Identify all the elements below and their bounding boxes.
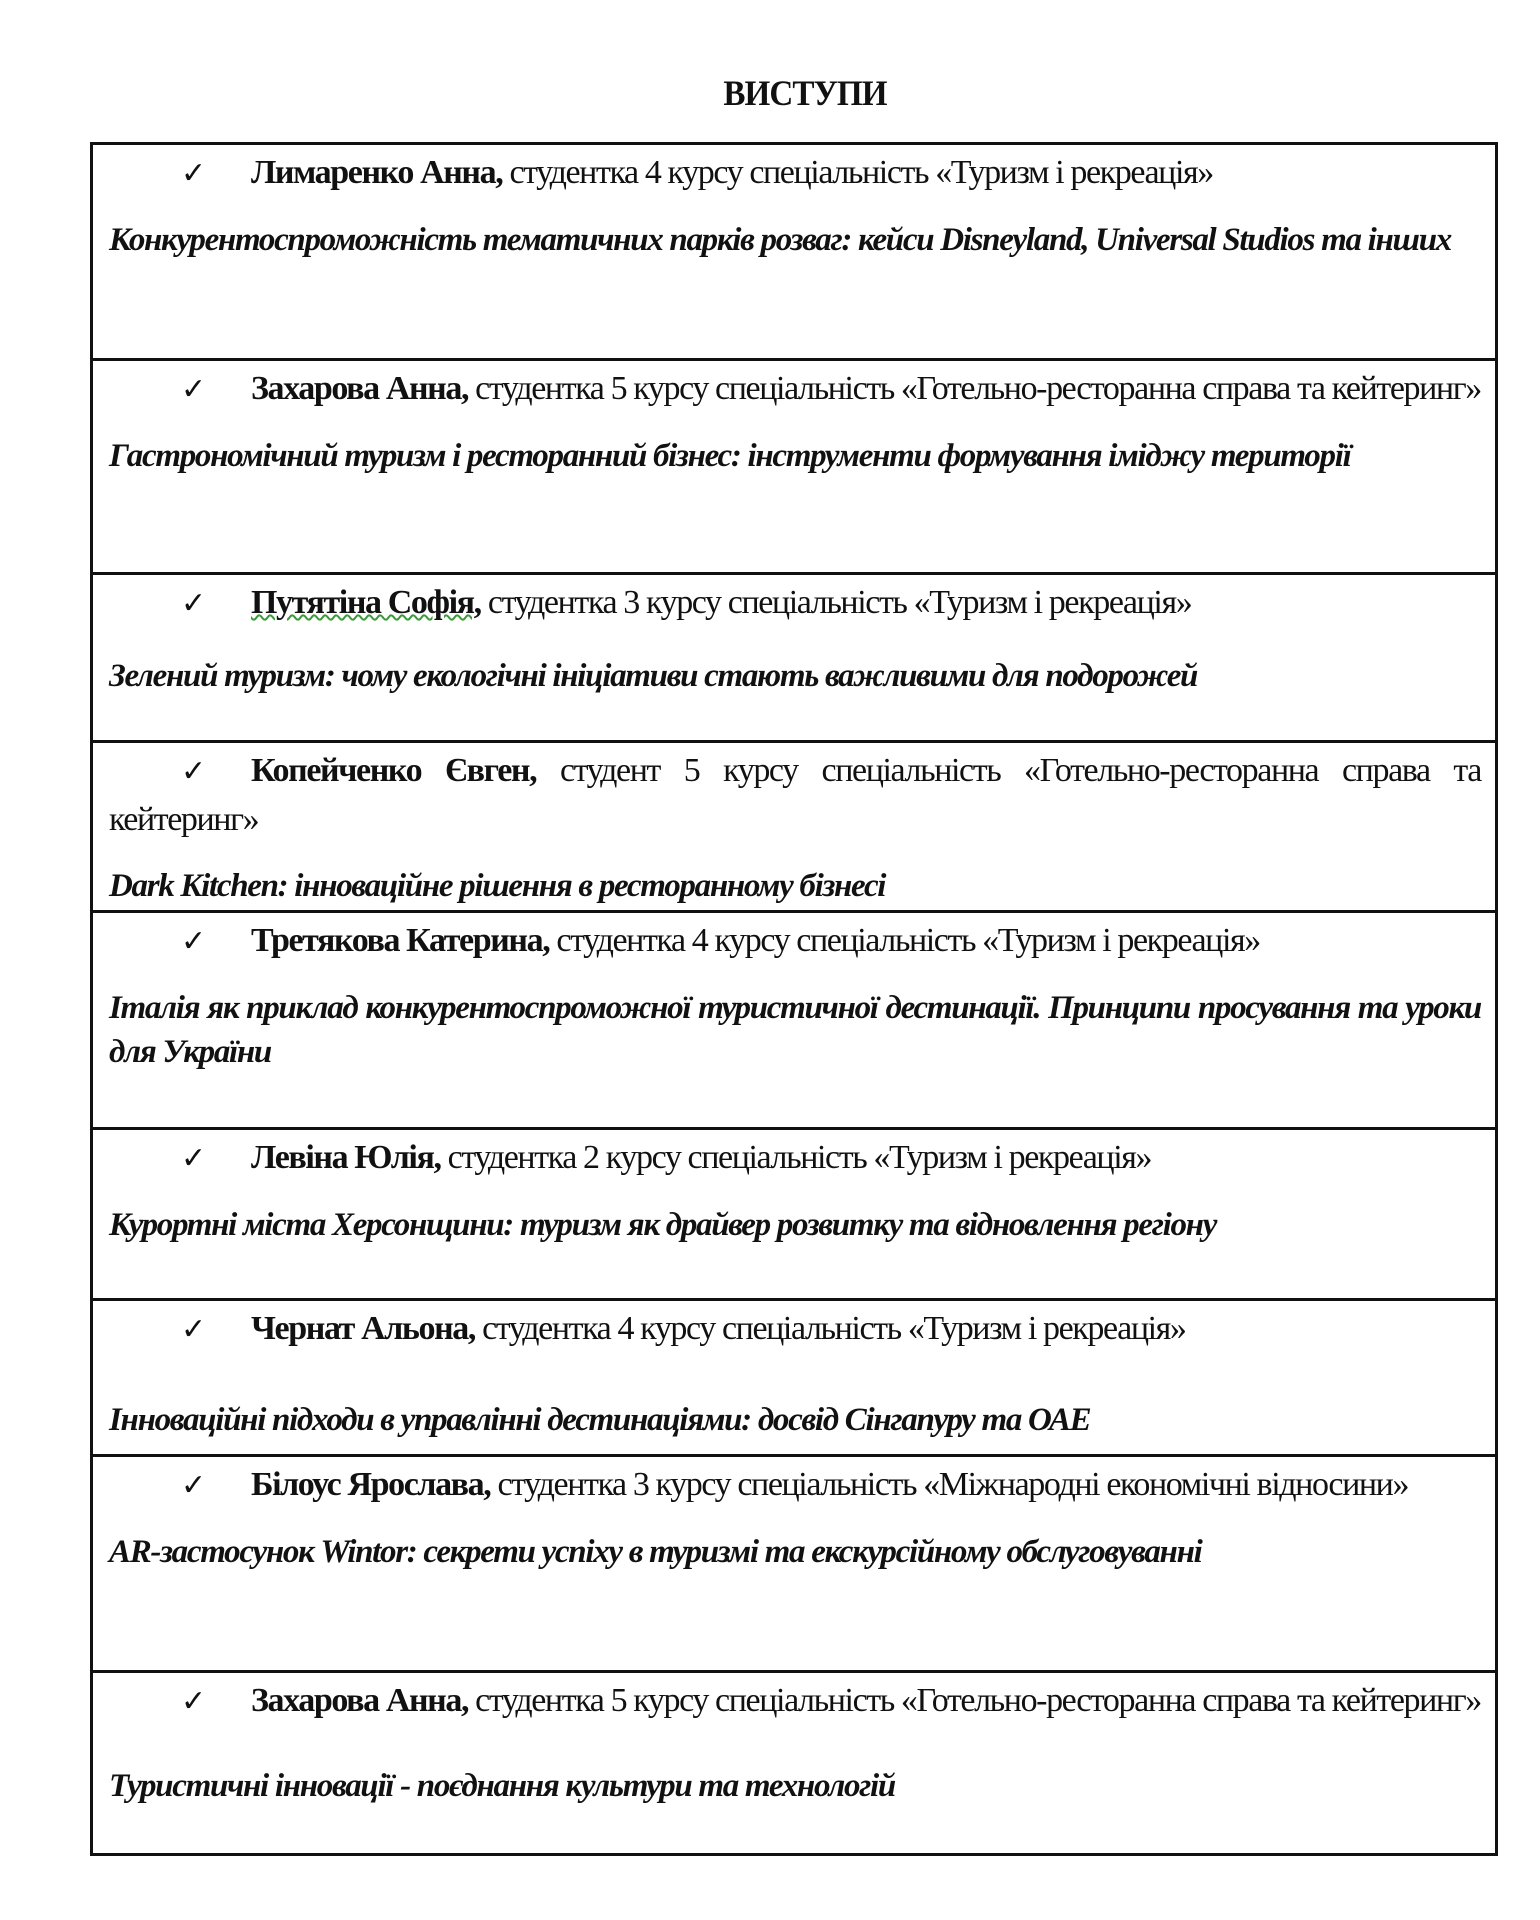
speaker-row (93, 361, 1495, 575)
speaker-details: студентка 4 курсу спеціальність «Туризм і рекреація» (556, 922, 1260, 959)
checkmark-icon: ✓ (181, 1685, 205, 1718)
speaker-name: Чернат Альона, (251, 1310, 475, 1347)
checkmark-icon: ✓ (181, 1469, 205, 1502)
speaker-row (93, 743, 1495, 913)
speaker-row (93, 913, 1495, 1130)
checkmark-icon: ✓ (181, 587, 205, 620)
speaker-name: Захарова Анна, (251, 1682, 469, 1719)
speaker-details: студентка 2 курсу спеціальність «Туризм і рекреація» (447, 1139, 1152, 1176)
talk-topic: Інноваційні підходи в управлінні дестинаціями: досвід Сінгапуру та ОАЕ (109, 1402, 1091, 1438)
page-title: ВИСТУПИ (723, 73, 887, 113)
talk-topic: Зелений туризм: чому екологічні ініціативи стають важливими для подорожей (109, 658, 1198, 694)
talk-topic: Dark Kitchen: інноваційне рішення в ресторанному бізнесі (109, 868, 886, 904)
speaker-name: Копейченко Євген, (251, 752, 537, 789)
talk-topic: AR-застосунок Wintor: секрети успіху в туризмі та екскурсійному обслуговуванні (109, 1534, 1202, 1570)
speaker-details: студентка 4 курсу спеціальність «Туризм і рекреація» (509, 154, 1213, 191)
speaker-name: Левіна Юлія, (251, 1139, 441, 1176)
checkmark-icon: ✓ (181, 373, 205, 406)
speaker-details: студентка 4 курсу спеціальність «Туризм і рекреація» (482, 1310, 1186, 1347)
speaker-name: Захарова Анна, (251, 370, 469, 407)
speaker-row (93, 145, 1495, 361)
speaker-info (109, 917, 1481, 966)
speaker-details: студентка 3 курсу спеціальність «Міжнародні економічні відносини» (497, 1466, 1409, 1503)
speaker-details: студентка 5 курсу спеціальність «Готельно-ресторанна справа та кейтеринг» (475, 370, 1481, 407)
speaker-name: Білоус Ярослава, (251, 1466, 491, 1503)
speaker-info (109, 1461, 1481, 1510)
speaker-info (109, 365, 1481, 414)
checkmark-icon: ✓ (181, 1142, 205, 1175)
checkmark-icon: ✓ (181, 157, 205, 190)
speaker-info (109, 1677, 1481, 1726)
talk-topic: Італія як приклад конкурентоспроможної туристичної дестинації. Принципи просування та уроки для України (109, 990, 1481, 1070)
speaker-name: Лимаренко Анна, (251, 154, 503, 191)
speaker-info (109, 579, 1481, 628)
speaker-row (93, 1457, 1495, 1673)
speaker-name: Путятіна Софія, (251, 584, 481, 621)
speaker-row (93, 1673, 1495, 1853)
talk-topic: Туристичні інновації - поєднання культури та технологій (109, 1768, 895, 1804)
checkmark-icon: ✓ (181, 925, 205, 958)
checkmark-icon: ✓ (181, 1313, 205, 1346)
checkmark-icon: ✓ (181, 755, 205, 788)
speaker-details: студентка 3 курсу спеціальність «Туризм і рекреація» (487, 584, 1192, 621)
speaker-name: Третякова Катерина, (251, 922, 550, 959)
speakers-table (90, 142, 1498, 1856)
speaker-details: студент 5 курсу спеціальність «Готельно-ресторанна справа та кейтеринг» (109, 752, 1481, 838)
speaker-details: студентка 5 курсу спеціальність «Готельно-ресторанна справа та кейтеринг» (475, 1682, 1481, 1719)
speaker-row (93, 1130, 1495, 1301)
talk-topic: Конкурентоспроможність тематичних парків розваг: кейси Disneyland, Universal Studios та інших (109, 222, 1451, 258)
talk-topic: Гастрономічний туризм і ресторанний бізнес: інструменти формування іміджу території (109, 438, 1351, 474)
speaker-row (93, 575, 1495, 743)
speaker-info (109, 149, 1481, 198)
speaker-info (109, 1134, 1481, 1183)
talk-topic: Курортні міста Херсонщини: туризм як драйвер розвитку та відновлення регіону (109, 1207, 1217, 1243)
speaker-row (93, 1301, 1495, 1457)
speaker-info (109, 1305, 1481, 1354)
speaker-info (109, 747, 1481, 844)
